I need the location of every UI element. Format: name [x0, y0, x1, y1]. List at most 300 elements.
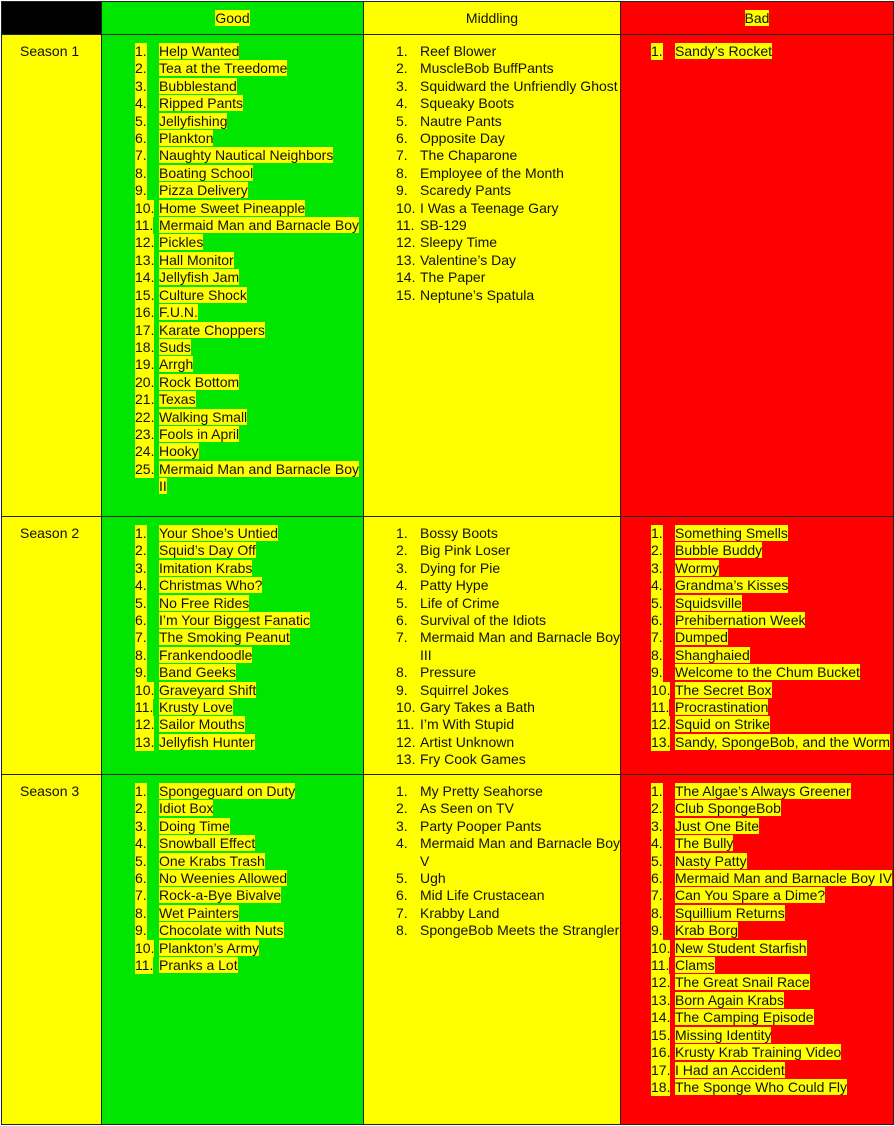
episode-number: 2. — [396, 60, 408, 77]
episode-item — [364, 525, 620, 542]
episode-title: Survival of the Idiots — [420, 612, 547, 629]
episode-title: Squid’s Day Off — [159, 542, 256, 559]
episode-number: 5. — [651, 852, 663, 869]
episode-item — [364, 182, 620, 199]
episode-item — [102, 870, 363, 887]
good-list — [102, 783, 363, 974]
episode-title: Ugh — [420, 870, 446, 887]
episode-item — [621, 647, 893, 664]
episode-item — [621, 629, 893, 646]
episode-title: Life of Crime — [420, 594, 500, 611]
episode-title: Artist Unknown — [420, 733, 515, 750]
episode-number: 4. — [651, 577, 663, 594]
episode-number: 23. — [135, 425, 155, 442]
episode-title: Mermaid Man and Barnacle Boy III — [420, 629, 620, 663]
episode-title: Clams — [675, 957, 715, 974]
episode-title: Fry Cook Games — [420, 751, 526, 768]
episode-number: 4. — [396, 835, 408, 852]
episode-number: 12. — [651, 716, 671, 733]
episode-item — [102, 356, 363, 373]
header-bad — [621, 2, 894, 35]
episode-number: 16. — [651, 1044, 671, 1061]
episode-number: 3. — [396, 559, 408, 576]
episode-number: 11. — [651, 957, 670, 974]
episode-item — [102, 560, 363, 577]
episode-title: Grandma’s Kisses — [675, 577, 789, 594]
episode-title: Pranks a Lot — [159, 957, 238, 974]
episode-title: Mermaid Man and Barnacle Boy IV — [675, 870, 893, 887]
episode-number: 8. — [135, 164, 147, 181]
episode-item — [621, 595, 893, 612]
episode-number: 17. — [135, 321, 155, 338]
episode-item — [102, 426, 363, 443]
episode-number: 8. — [396, 922, 408, 939]
episode-title: Something Smells — [675, 525, 788, 541]
episode-item — [102, 165, 363, 182]
season-label-cell — [2, 775, 102, 1125]
episode-title: Texas — [159, 391, 196, 408]
episode-item — [102, 391, 363, 408]
good-list — [102, 43, 363, 496]
episode-number: 1. — [396, 525, 408, 541]
episode-item — [364, 699, 620, 716]
episode-item — [364, 217, 620, 234]
episode-title: I’m Your Biggest Fanatic — [159, 612, 310, 629]
episode-item — [364, 716, 620, 733]
episode-item — [102, 60, 363, 77]
episode-item — [102, 957, 363, 974]
season-label: Season 1 — [20, 43, 80, 59]
episode-number: 2. — [135, 542, 147, 559]
episode-number: 6. — [135, 612, 147, 629]
episode-title: Squirrel Jokes — [420, 681, 509, 698]
episode-item — [621, 542, 893, 559]
episode-title: Shanghaied — [675, 646, 750, 663]
episode-title: Just One Bite — [675, 817, 760, 834]
episode-number: 18. — [135, 338, 155, 355]
episode-item — [364, 922, 620, 939]
episode-item — [364, 595, 620, 612]
episode-number: 2. — [396, 542, 408, 559]
episode-title: Walking Small — [159, 408, 248, 425]
corner-cell — [2, 2, 102, 35]
episode-title: Opposite Day — [420, 130, 505, 147]
episode-number: 16. — [135, 304, 155, 321]
episode-item — [102, 374, 363, 391]
episode-title: Boating School — [159, 164, 254, 181]
episode-title: I Had an Accident — [675, 1061, 785, 1078]
episode-number: 9. — [396, 182, 408, 199]
good-cell — [102, 775, 364, 1125]
episode-number: 22. — [135, 408, 155, 425]
header-good — [102, 2, 364, 35]
episode-number: 2. — [651, 542, 663, 559]
episode-item — [364, 682, 620, 699]
episode-item — [364, 95, 620, 112]
episode-number: 8. — [651, 646, 663, 663]
episode-number: 19. — [135, 356, 155, 373]
episode-title: Dying for Pie — [420, 559, 501, 576]
episode-title: Patty Hype — [420, 577, 489, 594]
episode-title: Mid Life Crustacean — [420, 887, 545, 904]
episode-item — [364, 783, 620, 800]
episode-number: 13. — [396, 251, 416, 268]
episode-number: 18. — [651, 1078, 671, 1095]
episode-number: 9. — [135, 664, 147, 681]
header-bad-label: Bad — [744, 10, 770, 26]
episode-number: 13. — [651, 733, 671, 750]
episode-item — [364, 577, 620, 594]
episode-number: 10. — [135, 939, 155, 956]
episode-item — [621, 664, 893, 681]
episode-title: Doing Time — [159, 817, 230, 834]
episode-title: Culture Shock — [159, 286, 247, 303]
episode-number: 11. — [651, 699, 670, 716]
season-label-cell — [2, 517, 102, 775]
episode-item — [102, 182, 363, 199]
episode-item — [102, 682, 363, 699]
episode-item — [102, 835, 363, 852]
episode-number: 10. — [135, 681, 155, 698]
episode-number: 5. — [396, 112, 408, 129]
episode-title: The Bully — [675, 835, 734, 852]
episode-title: Pickles — [159, 234, 204, 251]
episode-title: Sleepy Time — [420, 234, 498, 251]
episode-title: The Camping Episode — [675, 1009, 814, 1026]
episode-number: 4. — [135, 577, 147, 594]
episode-item — [621, 1044, 893, 1061]
episode-title: Employee of the Month — [420, 164, 564, 181]
episode-title: Born Again Krabs — [675, 991, 784, 1008]
episode-item — [621, 835, 893, 852]
episode-title: Rock Bottom — [159, 373, 240, 390]
episode-item — [102, 287, 363, 304]
episode-item — [364, 612, 620, 629]
episode-number: 1. — [135, 43, 147, 59]
episode-item — [364, 147, 620, 164]
episode-item — [102, 542, 363, 559]
episode-number: 4. — [135, 95, 147, 112]
episode-item — [102, 409, 363, 426]
episode-item — [621, 870, 893, 887]
episode-number: 20. — [135, 373, 155, 390]
episode-item — [621, 940, 893, 957]
episode-title: Jellyfish Hunter — [159, 733, 255, 750]
episode-item — [621, 783, 893, 800]
episode-item — [364, 560, 620, 577]
episode-item — [364, 269, 620, 286]
episode-title: Bubblestand — [159, 77, 237, 94]
episode-number: 12. — [135, 716, 155, 733]
episode-number: 11. — [396, 716, 415, 733]
episode-item — [102, 443, 363, 460]
episode-title: Help Wanted — [159, 43, 240, 59]
episode-number: 1. — [135, 783, 147, 799]
episode-title: Mermaid Man and Barnacle Boy — [159, 217, 359, 234]
episode-item — [621, 699, 893, 716]
episode-number: 5. — [396, 870, 408, 887]
episode-item — [102, 716, 363, 733]
season-row — [2, 517, 894, 775]
episode-title: The Secret Box — [675, 681, 772, 698]
episode-title: Squid on Strike — [675, 716, 770, 733]
episode-number: 6. — [135, 130, 147, 147]
episode-number: 14. — [396, 269, 416, 286]
episode-item — [102, 734, 363, 751]
episode-item — [621, 577, 893, 594]
episode-item — [621, 1062, 893, 1079]
episode-number: 6. — [396, 130, 408, 147]
episode-number: 13. — [135, 251, 155, 268]
episode-item — [102, 699, 363, 716]
episode-number: 8. — [396, 164, 408, 181]
episode-number: 1. — [396, 783, 408, 799]
episode-item — [102, 577, 363, 594]
episode-title: Sailor Mouths — [159, 716, 245, 733]
header-good-label: Good — [215, 10, 250, 26]
header-middling-label: Middling — [465, 10, 519, 26]
episode-number: 6. — [396, 612, 408, 629]
season-row — [2, 775, 894, 1125]
season-label: Season 2 — [20, 525, 80, 541]
episode-item — [102, 234, 363, 251]
episode-number: 2. — [135, 800, 147, 817]
episode-item — [364, 542, 620, 559]
episode-title: Christmas Who? — [159, 577, 263, 594]
episode-item — [364, 629, 620, 664]
episode-title: Squidward the Unfriendly Ghost — [420, 77, 618, 94]
episode-item — [621, 974, 893, 991]
episode-item — [102, 629, 363, 646]
episode-number: 9. — [651, 664, 663, 681]
episode-number: 10. — [651, 939, 671, 956]
episode-item — [364, 234, 620, 251]
episode-title: Plankton — [159, 130, 214, 147]
episode-number: 7. — [135, 629, 147, 646]
episode-item — [364, 287, 620, 304]
episode-item — [102, 304, 363, 321]
episode-title: As Seen on TV — [420, 800, 514, 817]
episode-title: Ripped Pants — [159, 95, 244, 112]
episode-number: 13. — [396, 751, 416, 768]
episode-number: 25. — [135, 460, 155, 477]
episode-number: 17. — [651, 1061, 671, 1078]
episode-item — [364, 835, 620, 870]
episode-item — [102, 78, 363, 95]
episode-title: Club SpongeBob — [675, 800, 781, 817]
episode-number: 12. — [135, 234, 155, 251]
episode-item — [102, 252, 363, 269]
episode-item — [364, 734, 620, 751]
episode-item — [102, 130, 363, 147]
episode-item — [364, 800, 620, 817]
episode-title: Squeaky Boots — [420, 95, 515, 112]
episode-number: 7. — [135, 147, 147, 164]
episode-number: 8. — [396, 664, 408, 681]
episode-title: Imitation Krabs — [159, 559, 253, 576]
episode-item — [102, 43, 363, 60]
episode-title: Hooky — [159, 443, 199, 460]
episode-item — [102, 647, 363, 664]
episode-item — [364, 818, 620, 835]
episode-item — [102, 525, 363, 542]
episode-title: Krabby Land — [420, 904, 500, 921]
episode-item — [364, 130, 620, 147]
episode-item — [102, 113, 363, 130]
episode-title: Reef Blower — [420, 43, 497, 59]
episode-title: Naughty Nautical Neighbors — [159, 147, 334, 164]
episode-number: 5. — [651, 594, 663, 611]
episode-item — [364, 43, 620, 60]
episode-title: Wormy — [675, 559, 720, 576]
episode-title: Can You Spare a Dime? — [675, 887, 826, 904]
episode-number: 13. — [135, 733, 155, 750]
bad-list — [621, 783, 893, 1096]
episode-number: 8. — [135, 646, 147, 663]
episode-item — [621, 922, 893, 939]
episode-number: 14. — [651, 1009, 671, 1026]
episode-number: 9. — [135, 182, 147, 199]
episode-title: Mermaid Man and Barnacle Boy II — [159, 460, 359, 495]
episode-item — [102, 940, 363, 957]
episode-title: The Sponge Who Could Fly — [675, 1078, 847, 1095]
episode-title: Chocolate with Nuts — [159, 922, 284, 939]
episode-number: 1. — [135, 525, 147, 541]
episode-item — [621, 43, 893, 60]
episode-item — [621, 1009, 893, 1026]
episode-number: 7. — [396, 904, 408, 921]
episode-item — [102, 95, 363, 112]
episode-item — [621, 1027, 893, 1044]
episode-number: 3. — [135, 77, 147, 94]
episode-title: Wet Painters — [159, 904, 239, 921]
episode-number: 12. — [396, 234, 416, 251]
episode-item — [102, 269, 363, 286]
episode-title: SB-129 — [420, 217, 467, 234]
episode-number: 7. — [396, 629, 408, 646]
episode-number: 8. — [135, 904, 147, 921]
episode-title: SpongeBob Meets the Strangler — [420, 922, 620, 939]
episode-item — [621, 905, 893, 922]
episode-item — [102, 887, 363, 904]
episode-title: Spongeguard on Duty — [159, 783, 296, 799]
episode-item — [621, 560, 893, 577]
good-list — [102, 525, 363, 751]
episode-title: I’m With Stupid — [420, 716, 515, 733]
middling-list — [364, 43, 620, 304]
episode-title: Snowball Effect — [159, 835, 256, 852]
middling-cell — [364, 517, 621, 775]
middling-list — [364, 525, 620, 769]
episode-title: Krusty Love — [159, 699, 233, 716]
episode-number: 4. — [396, 577, 408, 594]
episode-title: No Free Rides — [159, 594, 250, 611]
episode-title: Your Shoe’s Untied — [159, 525, 279, 541]
episode-item — [102, 461, 363, 496]
episode-number: 5. — [135, 852, 147, 869]
episode-number: 24. — [135, 443, 155, 460]
episode-item — [364, 113, 620, 130]
episode-number: 12. — [396, 733, 416, 750]
middling-cell — [364, 35, 621, 517]
episode-title: Bubble Buddy — [675, 542, 763, 559]
episode-title: Krab Borg — [675, 922, 739, 939]
episode-number: 7. — [135, 887, 147, 904]
episode-number: 15. — [651, 1026, 671, 1043]
episode-item — [364, 887, 620, 904]
episode-title: Gary Takes a Bath — [420, 699, 535, 716]
episode-item — [102, 905, 363, 922]
episode-title: The Algae’s Always Greener — [675, 783, 851, 799]
good-cell — [102, 517, 364, 775]
episode-title: The Chaparone — [420, 147, 518, 164]
episode-title: Prehibernation Week — [675, 612, 806, 629]
episode-number: 5. — [396, 594, 408, 611]
episode-title: Nasty Patty — [675, 852, 747, 869]
episode-title: Scaredy Pants — [420, 182, 512, 199]
bad-list — [621, 525, 893, 751]
episode-number: 6. — [396, 887, 408, 904]
episode-number: 7. — [651, 629, 663, 646]
episode-title: Sandy’s Rocket — [675, 43, 773, 59]
episode-item — [621, 716, 893, 733]
episode-number: 1. — [396, 43, 408, 59]
episode-title: Krusty Krab Training Video — [675, 1044, 842, 1061]
bad-cell — [621, 35, 894, 517]
episode-number: 3. — [651, 817, 663, 834]
episode-item — [102, 783, 363, 800]
episode-number: 4. — [651, 835, 663, 852]
episode-item — [364, 870, 620, 887]
episode-item — [364, 165, 620, 182]
episode-title: Sandy, SpongeBob, and the Worm — [675, 733, 891, 750]
episode-title: Bossy Boots — [420, 525, 498, 541]
episode-rating-table — [1, 1, 894, 1125]
episode-item — [102, 339, 363, 356]
episode-number: 9. — [135, 922, 147, 939]
episode-number: 10. — [651, 681, 671, 698]
episode-title: One Krabs Trash — [159, 852, 265, 869]
episode-item — [102, 217, 363, 234]
episode-title: F.U.N. — [159, 304, 198, 321]
episode-item — [621, 612, 893, 629]
episode-number: 3. — [651, 559, 663, 576]
good-cell — [102, 35, 364, 517]
episode-item — [364, 60, 620, 77]
bad-cell — [621, 775, 894, 1125]
episode-number: 2. — [135, 60, 147, 77]
episode-number: 11. — [135, 699, 154, 716]
episode-title: Dumped — [675, 629, 728, 646]
episode-number: 4. — [396, 95, 408, 112]
episode-number: 21. — [135, 391, 155, 408]
episode-number: 1. — [651, 525, 663, 541]
episode-item — [102, 922, 363, 939]
episode-item — [102, 200, 363, 217]
episode-number: 12. — [651, 974, 671, 991]
episode-number: 7. — [651, 887, 663, 904]
episode-item — [621, 734, 893, 751]
episode-item — [621, 957, 893, 974]
episode-item — [364, 200, 620, 217]
episode-title: Mermaid Man and Barnacle Boy V — [420, 835, 620, 869]
episode-title: Karate Choppers — [159, 321, 265, 338]
episode-title: Squillium Returns — [675, 904, 785, 921]
episode-title: Hall Monitor — [159, 251, 234, 268]
episode-number: 6. — [651, 870, 663, 887]
episode-number: 9. — [651, 922, 663, 939]
episode-title: Rock-a-Bye Bivalve — [159, 887, 282, 904]
